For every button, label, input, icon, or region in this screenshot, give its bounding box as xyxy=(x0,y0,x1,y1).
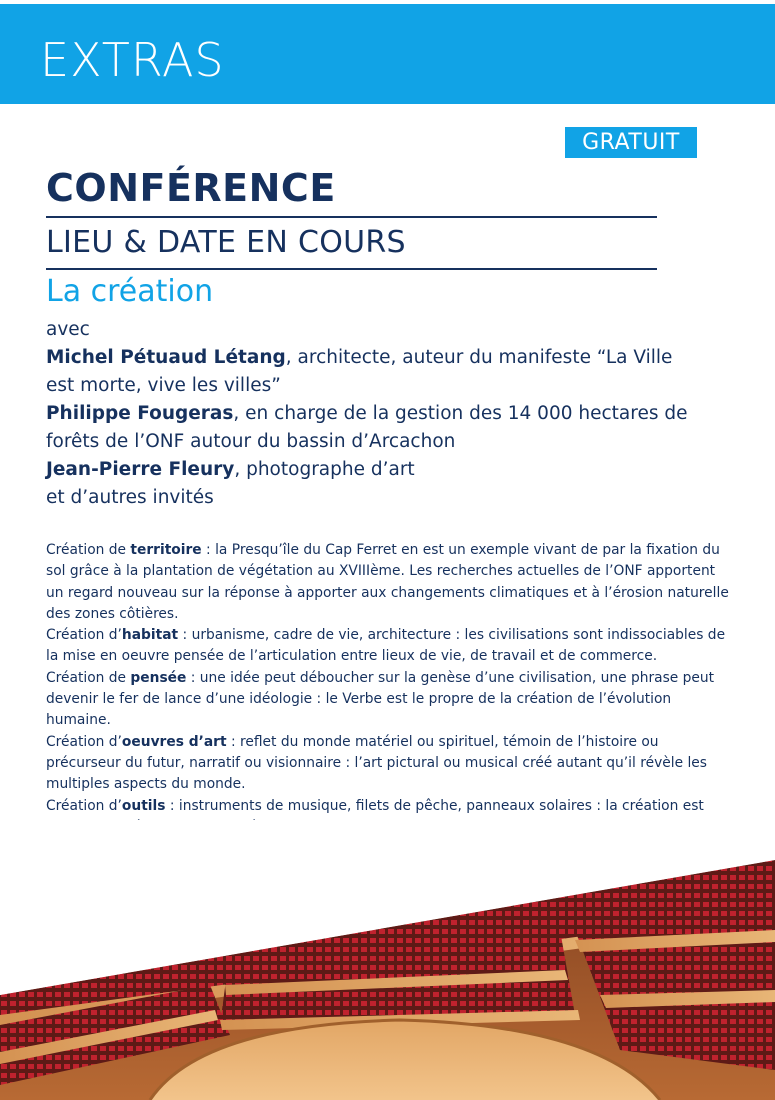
paragraph-keyword: oeuvres d’art xyxy=(121,733,227,750)
paragraph-prefix: Création d’ xyxy=(46,733,122,750)
paragraph-text: : instruments de musique, filets de pêche, panneaux solaires : la création est xyxy=(169,797,704,814)
speaker-item xyxy=(46,400,706,456)
description-block xyxy=(46,540,736,859)
paragraph-keyword: territoire xyxy=(130,542,202,558)
speakers-block xyxy=(46,316,706,512)
paragraph xyxy=(46,540,736,625)
speaker-item xyxy=(46,456,706,484)
paragraph-prefix: Création d’ xyxy=(46,627,122,644)
paragraph-text: : reflet du monde matériel ou spirituel, témoin de l’histoire ou précurseur du futur, narratif ou visionnaire : l’art pictural ou musical créé autant qu’il révèle les multiples aspects du monde. xyxy=(46,733,707,793)
paragraph-text: : la Presqu’île du Cap Ferret en est un exemple vivant de par la fixation du sol grâce à la plantation de végétation au XVIIIème. Les recherches actuelles de l’ONF apportent un regard nouveau sur la réponse à apporter aux changements climatiques et à l’érosion naturelle des zones côtières. xyxy=(46,542,729,622)
paragraph xyxy=(46,625,736,668)
paragraph-prefix: Création de xyxy=(46,542,131,558)
paragraph-prefix: Création de xyxy=(46,669,131,686)
free-badge: GRATUIT xyxy=(565,127,697,158)
header-banner xyxy=(0,4,775,104)
speaker-name: Philippe Fougeras xyxy=(46,403,234,424)
subtitle-divider xyxy=(46,268,657,270)
speakers-outro: et d’autres invités xyxy=(46,487,214,508)
paragraph-keyword: outils xyxy=(121,797,166,814)
section-title: EXTRAS xyxy=(40,33,225,87)
concert-hall-photo xyxy=(0,820,775,1100)
paragraph-keyword: pensée xyxy=(130,669,187,686)
paragraph xyxy=(46,668,736,732)
event-theme: La création xyxy=(46,274,214,309)
speaker-role: , en charge de la gestion des 14 000 hectares de forêts de l’ONF autour du bassin d’Arcachon xyxy=(46,403,688,452)
speaker-name: Michel Pétuaud Létang xyxy=(46,347,286,368)
speaker-name: Jean-Pierre Fleury xyxy=(46,459,235,480)
paragraph-text: : urbanisme, cadre de vie, architecture : les civilisations sont indissociables de la mise en oeuvre pensée de l’articulation entre lieux de vie, de travail et de commerce. xyxy=(46,627,726,665)
title-divider xyxy=(46,216,657,218)
speaker-role: , photographe d’art xyxy=(234,459,415,480)
paragraph-text: : une idée peut déboucher sur la genèse d’une civilisation, une phrase peut devenir le fer de lance d’une idéologie : le Verbe est le propre de la création de l’évolution humaine. xyxy=(46,669,715,729)
paragraph-prefix: Création d’ xyxy=(46,797,122,814)
paragraph-keyword: habitat xyxy=(121,627,179,644)
paragraph xyxy=(46,732,736,796)
speakers-intro: avec xyxy=(46,319,90,340)
speaker-item xyxy=(46,344,706,400)
event-title: CONFÉRENCE xyxy=(46,166,336,210)
speaker-role: , architecte, auteur du manifeste “La Ville est morte, vive les villes” xyxy=(46,347,673,396)
event-subtitle: LIEU & DATE EN COURS xyxy=(46,225,406,260)
